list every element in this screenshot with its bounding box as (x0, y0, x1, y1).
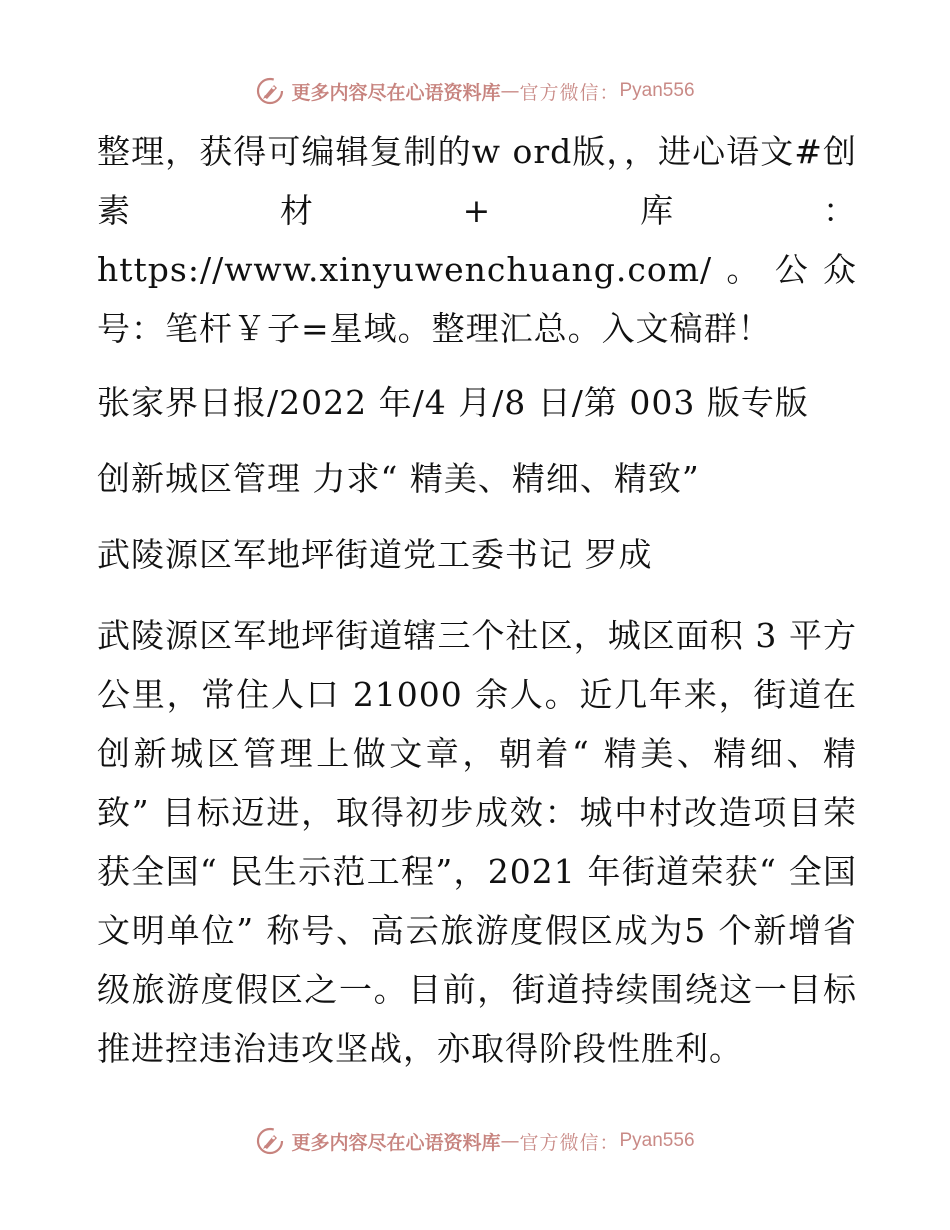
header-wechat-label: 官方微信： (519, 81, 620, 104)
source-line: 张家界日报/2022 年/4 月/8 日/第 003 版专版 (97, 383, 809, 422)
document-body (97, 122, 857, 1078)
pen-nib-circle-icon (255, 1126, 285, 1156)
footer-wechat-label: 官方微信： (519, 1131, 620, 1154)
header-wechat-id: Pyan556 (619, 80, 695, 101)
footer-banner (0, 1121, 950, 1161)
body-paragraph: 武陵源区军地坪街道辖三个社区，城区面积 3 平方公里，常住人口 21000 余人。近几年来，街道在创新城区管理上做文章，朝着“ 精美、精细、精致” 目标迈进，取得初步成效：城中村改造项目荣获全国“ 民生示范工程”，2021 年街道荣获“ 全国文明单位” 称号、高云旅游度假区成为5 个新增省级旅游度假区之一。目前，街道持续围绕这一目标推进控违治违攻坚战，亦取得阶段性胜利。 (97, 616, 857, 1068)
header-dash: — (500, 80, 520, 102)
footer-dash: — (500, 1130, 520, 1152)
article-title: 创新城区管理 力求“ 精美、精细、精致” (97, 459, 700, 498)
header-site-text: 更多内容尽在心语资料库 (291, 81, 501, 104)
pen-nib-circle-icon (255, 76, 285, 106)
header-banner (0, 71, 950, 111)
author-line: 武陵源区军地坪街道党工委书记 罗成 (97, 535, 653, 574)
footer-wechat-id: Pyan556 (619, 1130, 695, 1151)
intro-paragraph: 整理，获得可编辑复制的w ord版，，进心语文#创素材+库：https://www.xinyuwenchuang.com/。公众号：笔杆￥子=星域。整理汇总。入文稿群！ (97, 132, 857, 348)
footer-site-text: 更多内容尽在心语资料库 (291, 1131, 501, 1154)
